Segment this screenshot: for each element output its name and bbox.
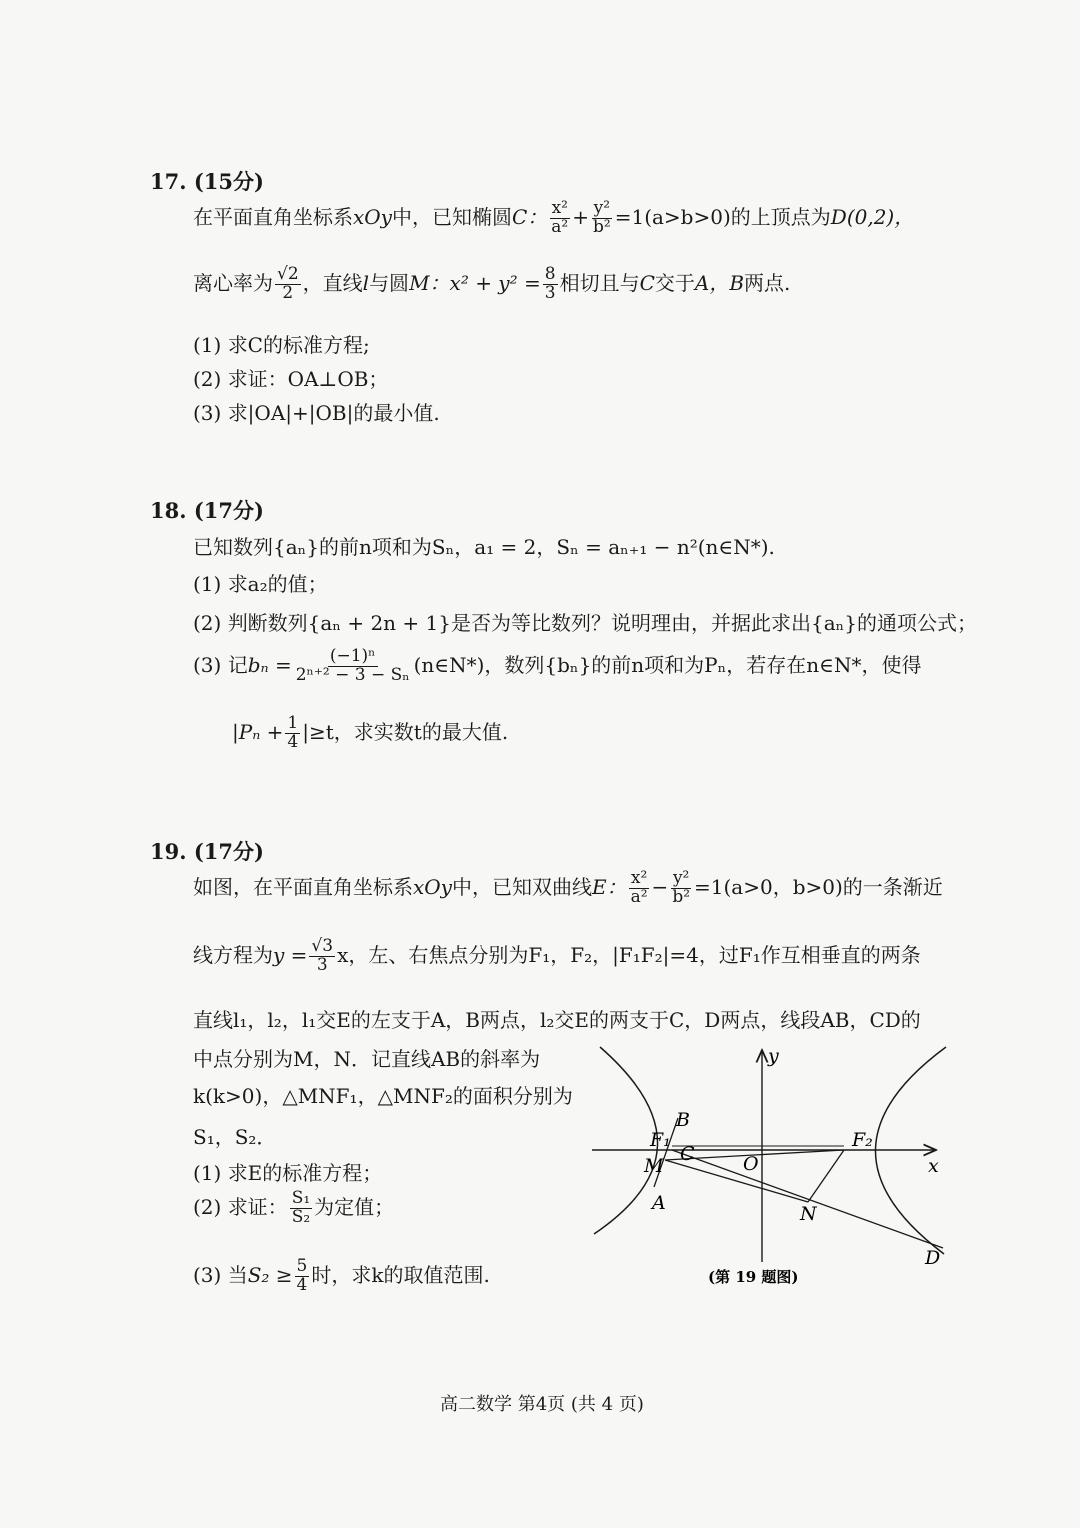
label-A: A	[652, 1192, 666, 1214]
q17-stem-line1: 在平面直角坐标系xOy中，已知椭圆C： $\frac{\text{x²}}{\text{a²}}$ + $\frac{\text{y²}}{\text{b²}}$ =1(a>b>0)的上顶点为D(0,2)，	[193, 198, 915, 237]
frac-S1-S2: $\frac{\text{S₁}}{\text{S₂}}$	[291, 1188, 311, 1227]
q17-part3: (3) 求|OA|+|OB|的最小值.	[193, 401, 440, 425]
line-CD	[672, 1150, 943, 1248]
q18-header: 18. (17分)	[150, 498, 264, 523]
frac-x2-a2-hyp: $\frac{\text{x²}}{\text{a²}}$	[630, 868, 648, 907]
q19-part1: (1) 求E的标准方程；	[193, 1161, 383, 1185]
label-C: C	[680, 1143, 695, 1165]
frac-y2-b2: $\frac{\text{y²}}{\text{b²}}$	[593, 198, 611, 237]
frac-sqrt3-3: $\frac{√3}{3}$	[311, 936, 334, 975]
figure-caption: (第 19 题图)	[708, 1268, 799, 1286]
q19-header: 19. (17分)	[150, 839, 264, 864]
label-M: M	[644, 1155, 664, 1177]
q19-part2: (2) 求证： $\frac{\text{S₁}}{\text{S₂}}$ 为定值；	[193, 1188, 395, 1227]
frac-1-4: $\frac{1}{4}$	[287, 713, 299, 752]
frac-x2-a2: $\frac{\text{x²}}{\text{a²}}$	[551, 198, 569, 237]
q19-figure	[588, 1042, 958, 1292]
q17-part1: (1) 求C的标准方程;	[193, 333, 370, 357]
line-NF2	[808, 1150, 844, 1202]
frac-8-3: $\frac{8}{3}$	[544, 264, 556, 303]
line-MN	[665, 1160, 808, 1202]
q19-stem-line1: 如图，在平面直角坐标系xOy中，已知双曲线E： $\frac{\text{x²}}{\text{a²}}$ − $\frac{\text{y²}}{\text{b²}}$ =1(a>0，b>0)的一条渐近	[193, 868, 943, 907]
q19-stem-line6: S₁，S₂．	[193, 1125, 277, 1149]
page-footer: 高二数学 第4页 (共 4 页)	[440, 1394, 644, 1415]
frac-bn: $\frac{\text{(−1)ⁿ}}{\text{2ⁿ⁺² − 3 − Sₙ}}$	[295, 646, 410, 685]
q17-stem-line2: 离心率为 $\frac{√2}{2}$ ，直线l与圆M：x² + y² = $\frac{8}{3}$ 相切且与C交于A，B两点.	[193, 264, 791, 303]
label-x: x	[928, 1155, 939, 1177]
q18-part1: (1) 求a₂的值；	[193, 572, 328, 596]
hyperbola-left-branch	[594, 1047, 658, 1234]
label-D: D	[925, 1247, 941, 1269]
label-B: B	[676, 1109, 690, 1131]
q18-part2: (2) 判断数列{aₙ + 2n + 1}是否为等比数列？说明理由，并据此求出{aₙ}的通项公式；	[193, 611, 978, 635]
label-y: y	[768, 1045, 779, 1067]
q17-part2: (2) 求证：OA⊥OB；	[193, 367, 389, 391]
frac-5-4: $\frac{5}{4}$	[296, 1256, 308, 1295]
label-F1: F₁	[650, 1129, 671, 1151]
q19-part3: (3) 当S₂ ≥ $\frac{5}{4}$ 时，求k的取值范围.	[193, 1256, 490, 1295]
q17-header: 17. (15分)	[150, 169, 264, 194]
label-O: O	[743, 1153, 759, 1175]
q18-part3-line2: |Pₙ + $\frac{1}{4}$ |≥t，求实数t的最大值.	[232, 713, 509, 752]
q19-stem-line5: k(k>0)，△MNF₁，△MNF₂的面积分别为	[193, 1084, 573, 1108]
q19-stem-line4: 中点分别为M，N．记直线AB的斜率为	[193, 1047, 541, 1071]
frac-y2-b2-hyp: $\frac{\text{y²}}{\text{b²}}$	[672, 868, 691, 907]
q19-stem-line3: 直线l₁，l₂，l₁交E的左支于A，B两点，l₂交E的两支于C，D两点，线段AB，CD的	[193, 1008, 921, 1032]
label-N: N	[800, 1203, 817, 1225]
q19-stem-line2: 线方程为y = $\frac{√3}{3}$ x，左、右焦点分别为F₁，F₂，|F₁F₂|=4，过F₁作互相垂直的两条	[193, 936, 921, 975]
q18-stem: 已知数列{aₙ}的前n项和为Sₙ，a₁ = 2，Sₙ = aₙ₊₁ − n²(n∈N*).	[193, 535, 775, 559]
label-F2: F₂	[852, 1129, 873, 1151]
q18-part3-line1: (3) 记bₙ = $\frac{\text{(−1)ⁿ}}{\text{2ⁿ⁺² − 3 − Sₙ}}$ (n∈N*)，数列{bₙ}的前n项和为Pₙ，若存在n∈N*，使得	[193, 646, 922, 685]
frac-sqrt2-2: $\frac{√2}{2}$	[277, 264, 299, 303]
